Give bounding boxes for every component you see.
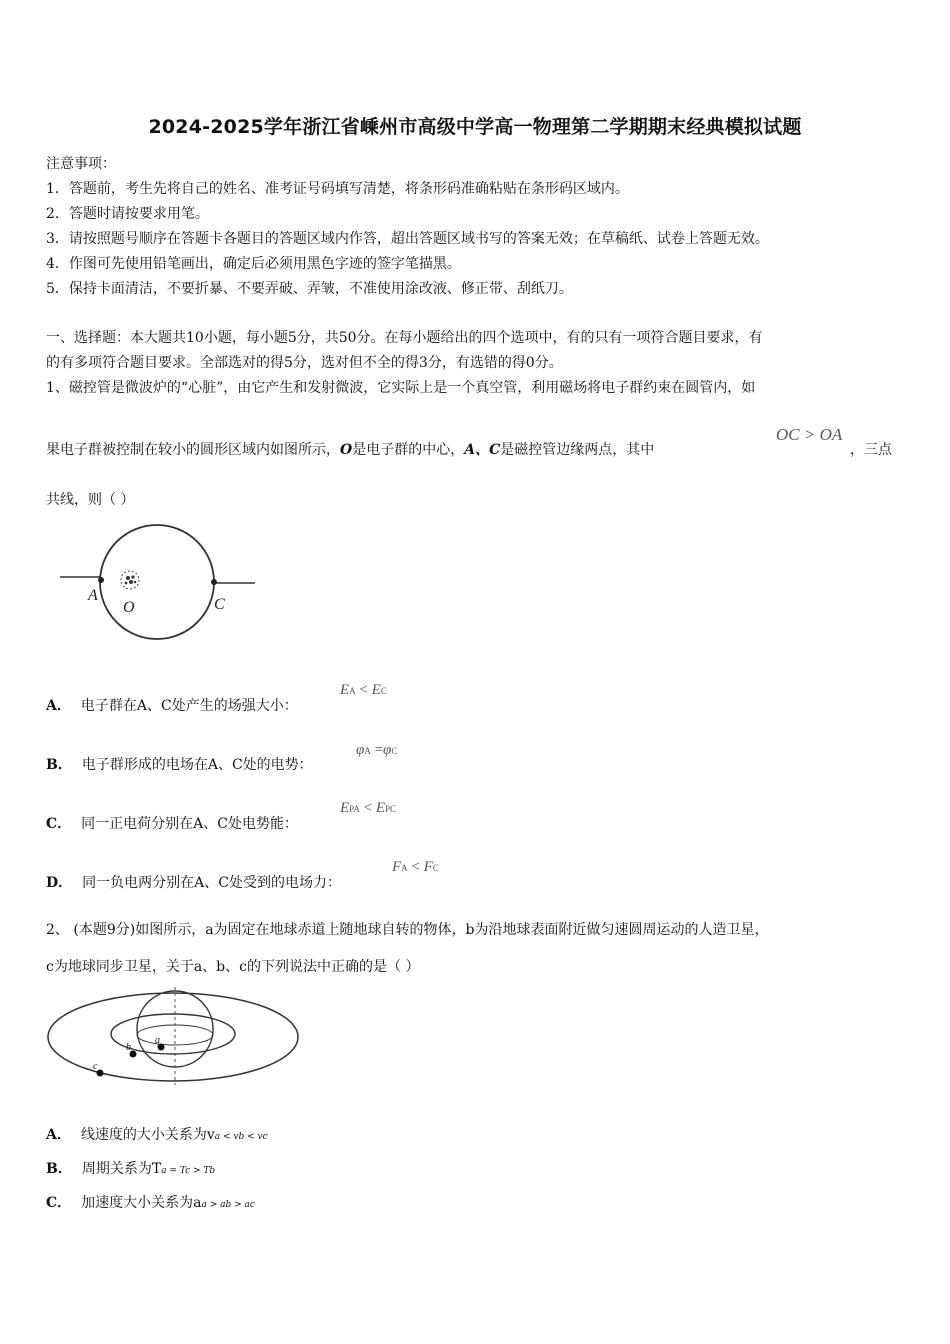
page-title: 2024-2025学年浙江省嵊州市高级中学高一物理第二学期期末经典模拟试题: [148, 116, 802, 138]
q1-AC: A、C: [464, 442, 501, 458]
q1-O: O: [340, 442, 353, 458]
q2-option-c: [46, 1192, 255, 1212]
q1-text-b: 是电子群的中心，: [352, 442, 465, 458]
option-label: B．: [46, 757, 72, 773]
option-label: A．: [46, 698, 71, 714]
option-text: 线速度的大小关系为v: [80, 1127, 215, 1143]
option-text: 周期关系为T: [81, 1161, 162, 1177]
earth-orbits-figure: [45, 985, 305, 1090]
q1-line-3: 共线，则（ ）: [46, 492, 135, 508]
q2-line-1: 2、 (本题9分)如图所示，a为固定在地球赤道上随地球自转的物体，b为沿地球表面附近做匀速圆周运动的人造卫星，: [46, 922, 769, 938]
q1-option-c: [46, 813, 298, 833]
q1-option-a: [46, 695, 298, 715]
option-text: 加速度大小关系为a: [81, 1195, 202, 1211]
magnetron-figure: [55, 520, 265, 645]
point-c-dot: [211, 579, 217, 585]
q1-option-b-formula: φA =φC: [356, 742, 398, 758]
option-label: C．: [46, 816, 72, 832]
section-line-2: 的有多项符合题目要求。全部选对的得5分，选对但不全的得3分，有选错的得0分。: [46, 355, 563, 371]
q1-line-2: [46, 439, 654, 459]
satellite-c-dot: [97, 1070, 104, 1077]
point-a-dot: [98, 577, 104, 583]
outer-orbit: [48, 993, 298, 1081]
q1-formula: OC > OA: [776, 425, 843, 444]
q1-line-1: 1、磁控管是微波炉的“心脏”，由它产生和发射微波，它实际上是一个真空管，利用磁场将电子群约束在圆管内，如: [46, 380, 756, 396]
option-text: 同一正电荷分别在A、C处电势能：: [81, 816, 298, 832]
option-expr: a > ab > ac: [201, 1200, 255, 1210]
option-text: 同一负电两分别在A、C处受到的电场力：: [82, 875, 341, 891]
label-a: a: [155, 1035, 160, 1046]
q2-line-2: c为地球同步卫星，关于a、b、c的下列说法中正确的是（ ）: [46, 959, 420, 975]
notice-item-2: 2．答题时请按要求用笔。: [46, 206, 209, 222]
q1-text-c: 是磁控管边缘两点，其中: [500, 442, 655, 458]
q1-option-c-formula: EPA < EPC: [340, 800, 397, 816]
option-expr: a < vb < vc: [214, 1132, 268, 1142]
label-c: C: [214, 596, 225, 613]
q2-option-a: [46, 1124, 268, 1144]
label-c: c: [93, 1061, 98, 1072]
option-label: A．: [46, 1127, 71, 1143]
option-label: C．: [46, 1195, 72, 1211]
option-text: 电子群形成的电场在A、C处的电势：: [81, 757, 313, 773]
section-line-1: 一、选择题：本大题共10小题，每小题5分，共50分。在每小题给出的四个选项中，有的只有一项符合题目要求，有: [46, 330, 763, 346]
label-o: O: [123, 599, 135, 616]
q1-text-a: 果电子群被控制在较小的圆形区域内如图所示，: [46, 442, 340, 458]
notice-item-3: 3．请按照题号顺序在答题卡各题目的答题区域内作答，超出答题区域书写的答案无效；在草稿纸、试卷上答题无效。: [46, 231, 769, 247]
label-a: A: [88, 587, 98, 604]
notice-item-1: 1．答题前，考生先将自己的姓名、准考证号码填写清楚，将条形码准确粘贴在条形码区域内。: [46, 181, 629, 197]
option-label: B．: [46, 1161, 72, 1177]
q1-text-d: ，三点: [850, 442, 892, 458]
option-expr: a = Tc > Tb: [161, 1166, 216, 1176]
notice-heading: 注意事项：: [46, 156, 116, 172]
q2-option-b: [46, 1158, 215, 1178]
electron-cloud: [121, 571, 139, 589]
notice-item-4: 4．作图可先使用铅笔画出，确定后必须用黑色字迹的签字笔描黑。: [46, 256, 461, 272]
tube-circle: [100, 525, 214, 639]
q1-option-d-formula: FA < FC: [392, 859, 439, 875]
option-label: D．: [46, 875, 73, 891]
q1-option-b: [46, 754, 313, 774]
q1-option-d: [46, 872, 341, 892]
q1-option-a-formula: EA < EC: [340, 682, 387, 698]
notice-item-5: 5．保持卡面清洁，不要折暴、不要弄破、弄皱，不准使用涂改液、修正带、刮纸刀。: [46, 281, 573, 297]
label-b: b: [126, 1042, 131, 1053]
option-text: 电子群在A、C处产生的场强大小：: [80, 698, 298, 714]
